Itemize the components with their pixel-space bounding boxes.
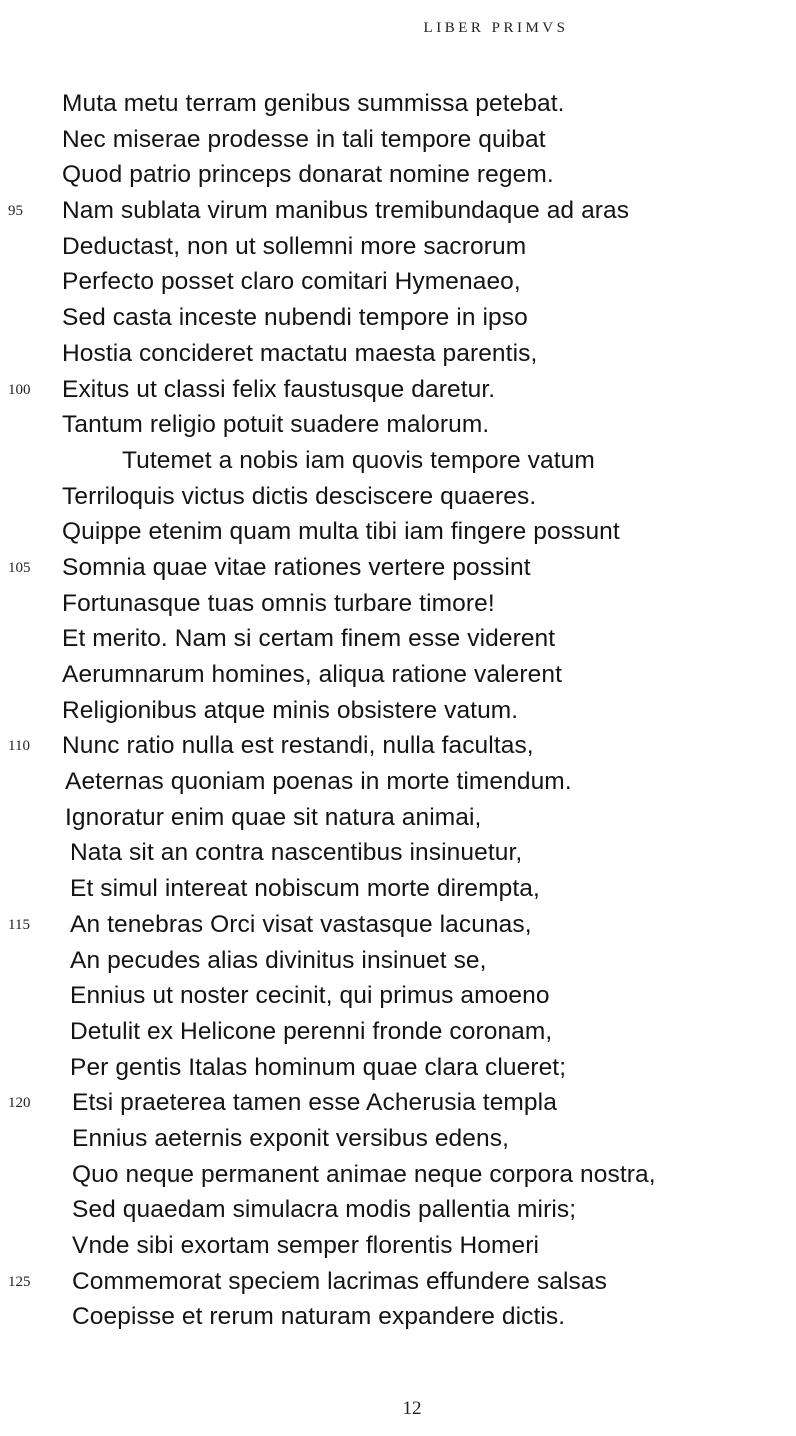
- line-text: Tantum religio potuit suadere malorum.: [62, 411, 490, 439]
- verse-line: [0, 336, 796, 372]
- verse-line: [0, 264, 796, 300]
- line-text: Coepisse et rerum naturam expandere dictis.: [72, 1303, 566, 1331]
- line-text: Ignoratur enim quae sit natura animai,: [65, 803, 482, 831]
- line-number: 115: [8, 916, 30, 933]
- line-text: An pecudes alias divinitus insinuet se,: [70, 946, 487, 974]
- line-number: 120: [8, 1095, 31, 1112]
- line-text: Nata sit an contra nascentibus insinuetur,: [70, 839, 523, 867]
- line-text: Et merito. Nam si certam finem esse viderent: [62, 625, 556, 653]
- verse-line: [0, 372, 796, 408]
- verse-line: [0, 229, 796, 265]
- page-number: 12: [402, 1398, 422, 1419]
- line-text: Nec miserae prodesse in tali tempore quibat: [62, 125, 546, 153]
- verse-line: [0, 193, 796, 229]
- verse-line: [0, 407, 796, 443]
- verse-line: [0, 550, 796, 586]
- line-text: Somnia quae vitae rationes vertere possint: [62, 553, 531, 581]
- verse-line: [0, 1264, 796, 1300]
- line-number: 125: [8, 1273, 31, 1290]
- line-text: Nam sublata virum manibus tremibundaque ad aras: [62, 197, 630, 225]
- line-text: Quo neque permanent animae neque corpora nostra,: [72, 1160, 656, 1188]
- verse-line: [0, 1299, 796, 1335]
- line-text: Tutemet a nobis iam quovis tempore vatum: [122, 446, 595, 474]
- verse-line: [0, 835, 796, 871]
- line-text: Ennius ut noster cecinit, qui primus amoeno: [70, 982, 550, 1010]
- line-text: Ennius aeternis exponit versibus edens,: [72, 1124, 509, 1152]
- line-text: An tenebras Orci visat vastasque lacunas,: [70, 910, 532, 938]
- line-text: Detulit ex Helicone perenni fronde coronam,: [70, 1017, 553, 1045]
- verse-block: [0, 86, 796, 1335]
- line-number: 95: [8, 203, 23, 220]
- verse-line: [0, 443, 796, 479]
- verse-line: [0, 978, 796, 1014]
- line-text: Religionibus atque minis obsistere vatum.: [62, 696, 519, 724]
- verse-line: [0, 479, 796, 515]
- line-number: 100: [8, 381, 31, 398]
- line-text: Exitus ut classi felix faustusque daretur.: [62, 375, 496, 403]
- line-text: Vnde sibi exortam semper florentis Homeri: [72, 1232, 540, 1259]
- verse-line: [0, 943, 796, 979]
- line-text: Etsi praeterea tamen esse Acherusia templa: [72, 1089, 557, 1117]
- line-text: Quod patrio princeps donarat nomine regem.: [62, 161, 554, 189]
- verse-line: [0, 728, 796, 764]
- verse-line: [0, 157, 796, 193]
- verse-line: [0, 1228, 796, 1264]
- verse-line: [0, 693, 796, 729]
- verse-line: [0, 1014, 796, 1050]
- line-text: Deductast, non ut sollemni more sacrorum: [62, 232, 527, 260]
- verse-line: [0, 1192, 796, 1228]
- verse-line: [0, 1121, 796, 1157]
- verse-line: [0, 1157, 796, 1193]
- line-text: Et simul intereat nobiscum morte dirempta,: [70, 875, 540, 903]
- line-text: Sed casta inceste nubendi tempore in ipso: [62, 304, 528, 332]
- line-text: Commemorat speciem lacrimas effundere salsas: [72, 1267, 607, 1295]
- verse-line: [0, 586, 796, 622]
- line-text: Hostia concideret mactatu maesta parentis,: [62, 339, 538, 367]
- verse-line: [0, 871, 796, 907]
- line-text: Aeternas quoniam poenas in morte timendum.: [65, 768, 572, 796]
- verse-line: [0, 907, 796, 943]
- verse-line: [0, 764, 796, 800]
- line-text: Perfecto posset claro comitari Hymenaeo,: [62, 268, 521, 296]
- line-text: Aerumnarum homines, aliqua ratione valerent: [62, 661, 563, 688]
- verse-line: [0, 86, 796, 122]
- verse-line: [0, 1085, 796, 1121]
- line-text: Per gentis Italas hominum quae clara clueret;: [70, 1053, 567, 1081]
- verse-line: [0, 122, 796, 158]
- verse-line: [0, 800, 796, 836]
- verse-line: [0, 657, 796, 693]
- line-number: 110: [8, 738, 30, 755]
- verse-line: [0, 1050, 796, 1086]
- line-text: Quippe etenim quam multa tibi iam fingere possunt: [62, 518, 620, 546]
- line-text: Fortunasque tuas omnis turbare timore!: [62, 589, 495, 617]
- verse-line: [0, 621, 796, 657]
- line-text: Nunc ratio nulla est restandi, nulla facultas,: [62, 732, 534, 760]
- line-number: 105: [8, 559, 31, 576]
- running-head: LIBER PRIMVS: [423, 20, 569, 36]
- line-text: Sed quaedam simulacra modis pallentia miris;: [72, 1196, 577, 1224]
- verse-line: [0, 300, 796, 336]
- verse-line: [0, 514, 796, 550]
- line-text: Muta metu terram genibus summissa petebat.: [62, 90, 565, 117]
- line-text: Terriloquis victus dictis desciscere quaeres.: [62, 482, 537, 510]
